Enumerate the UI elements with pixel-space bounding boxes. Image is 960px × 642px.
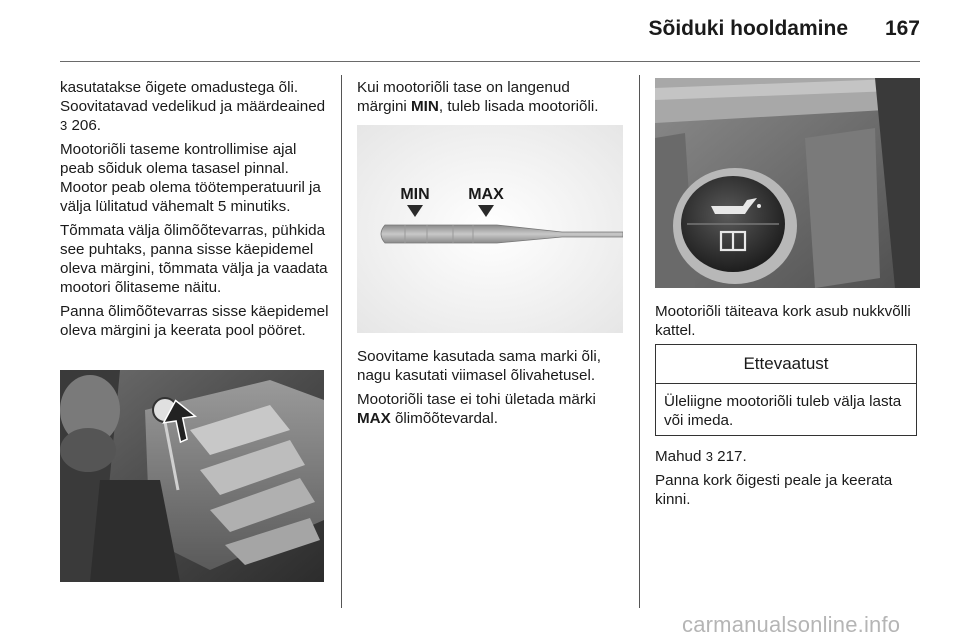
column-divider-2 <box>639 75 640 608</box>
paragraph-oil-properties: kasutatakse õigete omadustega õli. Soovitatavad vedelikud ja määrdeained 3 206. <box>60 79 326 134</box>
paragraph-capacities: Mahud 3 217. <box>655 448 747 465</box>
caution-box <box>655 344 917 436</box>
paragraph-max-warning: Mootoriõli tase ei tohi ületada märki MAX õlimõõtevardal. <box>357 391 596 427</box>
engine-dipstick-photo <box>60 370 324 582</box>
oil-filler-cap-photo <box>655 78 920 288</box>
watermark: carmanualsonline.info <box>682 612 901 637</box>
column-2-lower <box>357 347 623 433</box>
min-mark-label: MIN <box>411 98 439 115</box>
paragraph-close-cap: Panna kork õigesti peale ja keerata kinni. <box>655 472 893 508</box>
page-number: 167 <box>884 17 920 40</box>
paragraph-check-conditions: Mootoriõli taseme kontrollimise ajal peab sõiduk olema tasasel pinnal. Mootor peab olema töötemperatuuril ja välja lülitatud vähemalt 5 minutiks. <box>60 141 321 215</box>
section-title: Sõiduki hooldamine <box>648 17 848 40</box>
max-label: MAX <box>468 186 504 203</box>
paragraph-cap-location: Mootoriõli täiteava kork asub nukkvõlli kattel. <box>655 303 911 339</box>
column-3-bottom <box>655 447 921 514</box>
header-divider <box>60 61 920 62</box>
caution-text: Üleliigne mootoriõli tuleb välja lasta või imeda. <box>664 393 902 429</box>
page-ref-arrow-icon: 3 <box>705 449 713 464</box>
page-ref-arrow-icon: 3 <box>60 118 68 133</box>
caution-title: Ettevaatust <box>656 345 916 384</box>
column-1 <box>60 78 332 345</box>
min-label: MIN <box>400 186 430 203</box>
max-mark-label: MAX <box>357 410 391 427</box>
page-reference[interactable]: 206. <box>71 117 102 134</box>
page-reference[interactable]: 217. <box>717 448 747 465</box>
paragraph-same-brand: Soovitame kasutada sama marki õli, nagu kasutati viimasel õlivahetusel. <box>357 348 601 384</box>
column-divider-1 <box>341 75 342 608</box>
column-3-caption <box>655 302 921 340</box>
column-2 <box>357 78 623 121</box>
paragraph-dipstick-check: Tõmmata välja õlimõõtevarras, pühkida see puhtaks, panna sisse käepidemel oleva märgini, tõmmata välja ja vaadata mootori õlitaseme näitu. <box>60 222 328 296</box>
paragraph-add-oil: Kui mootoriõli tase on langenud märgini MIN, tuleb lisada mootoriõli. <box>357 79 599 115</box>
paragraph-dipstick-insert: Panna õlimõõtevarras sisse käepidemel oleva märgini ja keerata pool pööret. <box>60 303 329 339</box>
dipstick-illustration <box>357 125 623 333</box>
